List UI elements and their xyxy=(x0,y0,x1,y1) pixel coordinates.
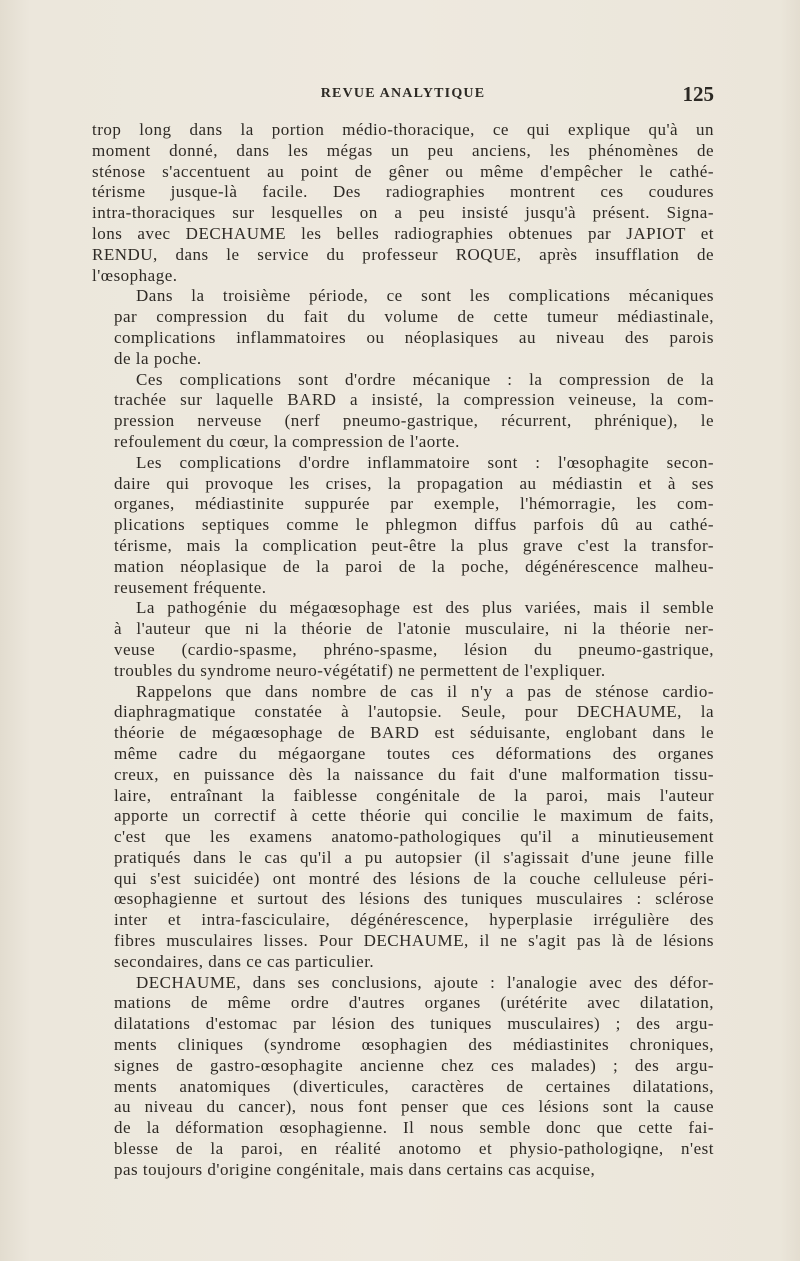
text-line: La pathogénie du mégaœsophage est des plus variées, mais il semble xyxy=(136,598,714,618)
text-line: veuse (cardio-spasme, phréno-spasme, lésion du pneumo-gastrique, xyxy=(114,639,714,659)
text-line: térisme, mais la complication peut-être la plus grave c'est la transfor- xyxy=(114,535,714,555)
text-line: Ces complications sont d'ordre mécanique : la compression de la xyxy=(136,369,714,389)
text-line: par compression du fait du volume de cette tumeur médiastinale, xyxy=(114,307,714,327)
text-line: pression nerveuse (nerf pneumo-gastrique, récurrent, phrénique), le xyxy=(114,411,714,431)
text-line: trachée sur laquelle BARD a insisté, la compression veineuse, la com- xyxy=(114,390,714,410)
text-line: lons avec DECHAUME les belles radiographies obtenues par JAPIOT et xyxy=(92,223,714,243)
text-line: œsophagienne et surtout des lésions des tuniques musculaires : sclérose xyxy=(114,889,714,909)
text-line: Rappelons que dans nombre de cas il n'y a pas de sténose cardio- xyxy=(136,681,714,701)
text-line: signes de gastro-œsophagite ancienne chez ces malades) ; des argu- xyxy=(114,1055,714,1075)
paragraph xyxy=(92,598,714,681)
page-header xyxy=(92,82,714,106)
text-line: secondaires, dans ce cas particulier. xyxy=(114,951,375,971)
text-line: à l'auteur que ni la théorie de l'atonie musculaire, ni la théorie ner- xyxy=(114,619,714,639)
text-line: qui s'est suicidée) ont montré des lésions de la couche celluleuse péri- xyxy=(114,868,714,888)
text-line: même cadre du mégaorgane toutes ces déformations des organes xyxy=(114,743,714,763)
text-line: l'œsophage. xyxy=(92,265,178,285)
text-line: fibres musculaires lisses. Pour DECHAUME, il ne s'agit pas là de lésions xyxy=(114,931,714,951)
text-line: au niveau du cancer), nous font penser que ces lésions sont la cause xyxy=(114,1097,714,1117)
text-line: moment donné, dans les mégas un peu anciens, les phénomènes de xyxy=(92,140,714,160)
paragraph xyxy=(92,120,714,286)
text-line: de la poche. xyxy=(114,348,202,368)
text-line: mations de même ordre d'autres organes (urétérite avec dilatation, xyxy=(114,993,714,1013)
page-number: 125 xyxy=(682,82,714,106)
text-line: inter et intra-fasciculaire, dégénérescence, hyperplasie irrégulière des xyxy=(114,910,714,930)
text-line: Les complications d'ordre inflammatoire sont : l'œsophagite secon- xyxy=(136,452,714,472)
text-line: ments cliniques (syndrome œsophagien des médiastinites chroniques, xyxy=(114,1035,714,1055)
text-line: térisme jusque-là facile. Des radiographies montrent ces coudures xyxy=(92,182,714,202)
text-line: ments anatomiques (diverticules, caractères de certaines dilatations, xyxy=(114,1076,714,1096)
text-line: pratiqués dans le cas qu'il a pu autopsier (il s'agissait d'une jeune fille xyxy=(114,847,714,867)
running-title: REVUE ANALYTIQUE xyxy=(320,86,486,101)
paragraph xyxy=(92,370,714,453)
text-line: complications inflammatoires ou néoplasiques au niveau des parois xyxy=(114,327,714,347)
text-line: troubles du syndrome neuro-végétatif) ne permettent de l'expliquer. xyxy=(114,660,606,680)
text-line: reusement fréquente. xyxy=(114,577,267,597)
text-line: RENDU, dans le service du professeur ROQUE, après insufflation de xyxy=(92,244,714,264)
text-line: pas toujours d'origine congénitale, mais dans certains cas acquise, xyxy=(114,1159,596,1179)
text-line: Dans la troisième période, ce sont les complications mécaniques xyxy=(136,286,714,306)
text-line: laire, entraînant la faiblesse congénitale de la paroi, mais l'auteur xyxy=(114,785,714,805)
paragraph xyxy=(92,973,714,1181)
text-line: apporte un correctif à cette théorie qui concilie le maximum de faits, xyxy=(114,806,714,826)
text-line: blesse de la paroi, en réalité anotomo et physio-pathologiqne, n'est xyxy=(114,1139,714,1159)
text-line: de la déformation œsophagienne. Il nous semble donc que cette fai- xyxy=(114,1118,714,1138)
text-line: théorie de mégaœsophage de BARD est séduisante, englobant dans le xyxy=(114,723,714,743)
text-line: diaphragmatique constatée à l'autopsie. Seule, pour DECHAUME, la xyxy=(114,702,714,722)
text-line: trop long dans la portion médio-thoracique, ce qui explique qu'à un xyxy=(92,120,714,139)
paragraph xyxy=(92,682,714,973)
paragraph xyxy=(92,286,714,369)
text-line: mation néoplasique de la paroi de la poche, dégénérescence malheu- xyxy=(114,556,714,576)
text-line: intra-thoraciques sur lesquelles on a peu insisté jusqu'à présent. Signa- xyxy=(92,203,714,223)
text-line: c'est que les examens anatomo-pathologiques qu'il a minutieusement xyxy=(114,827,714,847)
text-line: sténose s'accentuent au point de gêner ou même d'empêcher le cathé- xyxy=(92,161,714,181)
text-line: DECHAUME, dans ses conclusions, ajoute : l'analogie avec des défor- xyxy=(136,972,714,992)
article-body xyxy=(92,120,714,1181)
paragraph xyxy=(92,453,714,599)
text-line: creux, en puissance dès la naissance du fait d'une malformation tissu- xyxy=(114,764,714,784)
text-line: plications septiques comme le phlegmon diffus parfois dû au cathé- xyxy=(114,515,714,535)
text-line: dilatations d'estomac par lésion des tuniques musculaires) ; des argu- xyxy=(114,1014,714,1034)
text-line: organes, médiastinite suppurée par exemple, l'hémorragie, les com- xyxy=(114,494,714,514)
text-line: daire qui provoque les crises, la propagation au médiastin et à ses xyxy=(114,473,714,493)
text-line: refoulement du cœur, la compression de l'aorte. xyxy=(114,431,460,451)
